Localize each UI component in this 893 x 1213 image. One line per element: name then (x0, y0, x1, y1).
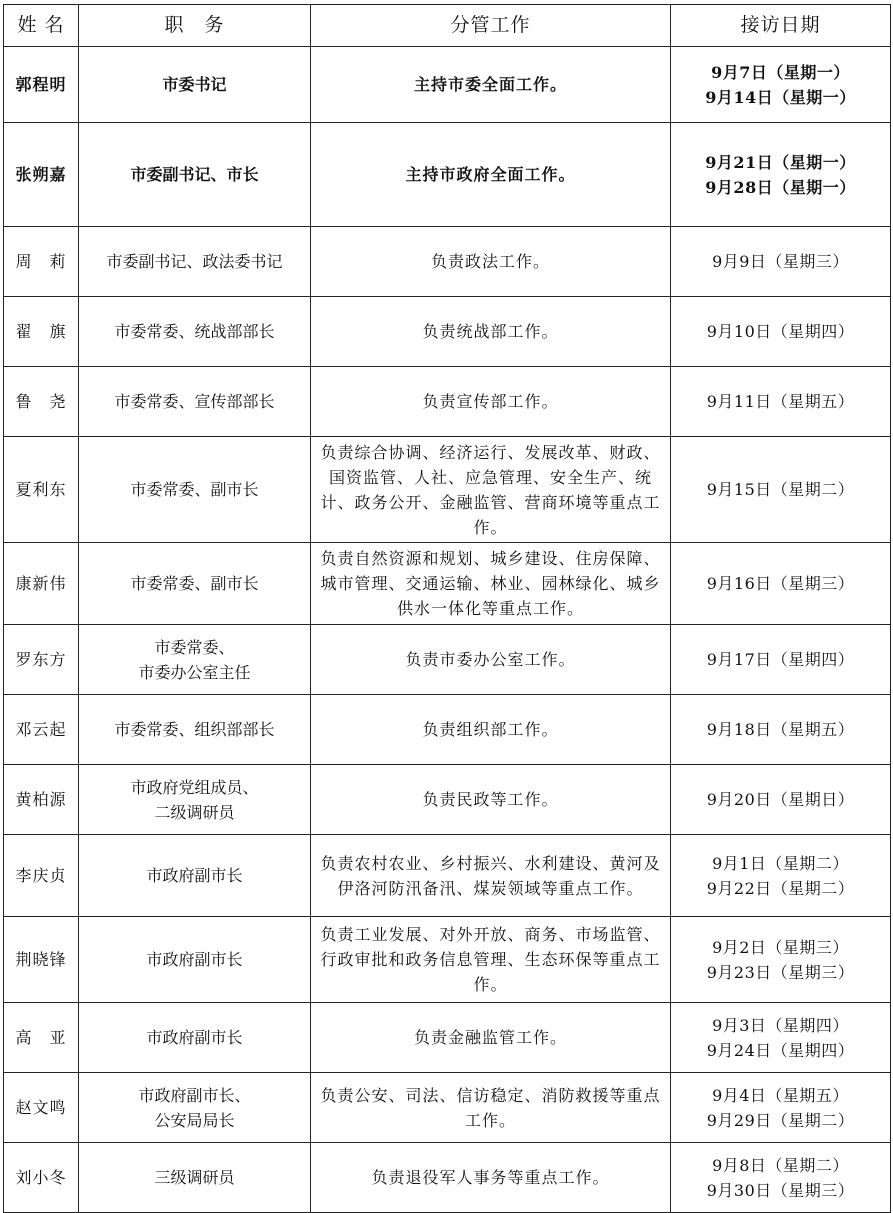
date-line: 9月9日（星期三） (712, 252, 849, 271)
cell-position (79, 1143, 311, 1213)
cell-position (79, 625, 311, 695)
reception-schedule-table (3, 4, 891, 1213)
date-line: 9月3日（星期四） (712, 1015, 849, 1035)
table-body (4, 47, 891, 1213)
cell-position (79, 367, 311, 437)
position-line: 市委常委、副市长 (130, 480, 259, 499)
date-line: 9月22日（星期二） (706, 878, 855, 898)
cell-date (671, 367, 891, 437)
table-row (4, 765, 891, 835)
cell-position (79, 47, 311, 123)
cell-duty: 负责金融监管工作。 (311, 1003, 671, 1073)
date-line: 9月29日（星期二） (706, 1110, 855, 1130)
cell-position (79, 1003, 311, 1073)
cell-name: 翟 旗 (4, 297, 79, 367)
cell-date (671, 297, 891, 367)
date-line: 9月11日（星期五） (706, 392, 855, 411)
position-line: 市委常委、组织部部长 (114, 720, 275, 739)
cell-position (79, 297, 311, 367)
cell-date (671, 917, 891, 1003)
position-line: 市委常委、统战部部长 (114, 322, 275, 341)
date-line: 9月16日（星期三） (706, 574, 855, 593)
table-row (4, 835, 891, 917)
table-row (4, 47, 891, 123)
date-line: 9月8日（星期二） (712, 1155, 849, 1175)
table-row (4, 695, 891, 765)
position-line: 市委书记 (162, 75, 227, 94)
cell-date (671, 543, 891, 625)
cell-position (79, 765, 311, 835)
position-line: 市委副书记、政法委书记 (106, 252, 283, 271)
cell-duty: 主持市委全面工作。 (311, 47, 671, 123)
date-line: 9月1日（星期二） (712, 853, 849, 873)
cell-duty: 负责政法工作。 (311, 227, 671, 297)
header-duty: 分管工作 (311, 5, 671, 47)
header-date: 接访日期 (671, 5, 891, 47)
position-line: 市政府副市长 (146, 950, 243, 969)
cell-name: 李庆贞 (4, 835, 79, 917)
cell-duty: 负责市委办公室工作。 (311, 625, 671, 695)
date-line: 9月10日（星期四） (706, 322, 855, 341)
date-line: 9月14日（星期一） (705, 87, 856, 107)
position-line: 市政府党组成员、 (130, 777, 259, 797)
date-line: 9月20日（星期日） (706, 790, 855, 809)
table-row (4, 297, 891, 367)
cell-position (79, 835, 311, 917)
cell-position (79, 543, 311, 625)
date-line: 9月28日（星期一） (705, 177, 856, 197)
cell-date (671, 227, 891, 297)
cell-duty: 负责公安、司法、信访稳定、消防救援等重点工作。 (311, 1073, 671, 1143)
date-line: 9月15日（星期二） (706, 480, 855, 499)
cell-name: 夏利东 (4, 437, 79, 543)
position-line: 市委常委、 (154, 637, 235, 657)
cell-duty: 负责统战部工作。 (311, 297, 671, 367)
header-name: 姓 名 (4, 5, 79, 47)
cell-duty: 负责综合协调、经济运行、发展改革、财政、国资监管、人社、应急管理、安全生产、统计、政务公开、金融监管、营商环境等重点工作。 (311, 437, 671, 543)
cell-position (79, 123, 311, 227)
cell-position (79, 917, 311, 1003)
position-line: 市委常委、副市长 (130, 574, 259, 593)
header-position: 职 务 (79, 5, 311, 47)
table-row (4, 367, 891, 437)
position-line: 市政府副市长、 (138, 1085, 251, 1105)
table-row (4, 917, 891, 1003)
position-line: 二级调研员 (154, 802, 235, 822)
cell-name: 郭程明 (4, 47, 79, 123)
date-line: 9月18日（星期五） (706, 720, 855, 739)
cell-name: 刘小冬 (4, 1143, 79, 1213)
date-line: 9月23日（星期三） (706, 962, 855, 982)
date-line: 9月30日（星期三） (706, 1180, 855, 1200)
cell-duty: 负责农村农业、乡村振兴、水利建设、黄河及伊洛河防汛备汛、煤炭领域等重点工作。 (311, 835, 671, 917)
cell-date (671, 47, 891, 123)
position-line: 公安局局长 (154, 1110, 235, 1130)
cell-date (671, 695, 891, 765)
date-line: 9月17日（星期四） (706, 650, 855, 669)
cell-duty: 负责退役军人事务等重点工作。 (311, 1143, 671, 1213)
table-row (4, 437, 891, 543)
date-line: 9月2日（星期三） (712, 937, 849, 957)
table-row (4, 123, 891, 227)
position-line: 市委常委、宣传部部长 (114, 392, 275, 411)
position-line: 三级调研员 (154, 1168, 235, 1187)
cell-name: 荆晓锋 (4, 917, 79, 1003)
table-row (4, 227, 891, 297)
cell-name: 张朔嘉 (4, 123, 79, 227)
cell-duty: 负责组织部工作。 (311, 695, 671, 765)
cell-duty: 负责宣传部工作。 (311, 367, 671, 437)
table-row (4, 1003, 891, 1073)
cell-name: 周 莉 (4, 227, 79, 297)
header-row (4, 5, 891, 47)
position-line: 市政府副市长 (146, 866, 243, 885)
table-row (4, 543, 891, 625)
position-line: 市委办公室主任 (138, 662, 251, 682)
cell-duty: 主持市政府全面工作。 (311, 123, 671, 227)
position-line: 市委副书记、市长 (130, 165, 259, 184)
cell-name: 邓云起 (4, 695, 79, 765)
position-line: 市政府副市长 (146, 1028, 243, 1047)
date-line: 9月4日（星期五） (712, 1085, 849, 1105)
cell-date (671, 1073, 891, 1143)
cell-date (671, 765, 891, 835)
table-row (4, 1143, 891, 1213)
cell-position (79, 227, 311, 297)
cell-date (671, 625, 891, 695)
cell-position (79, 695, 311, 765)
cell-duty: 负责自然资源和规划、城乡建设、住房保障、城市管理、交通运输、林业、园林绿化、城乡供水一体化等重点工作。 (311, 543, 671, 625)
cell-name: 康新伟 (4, 543, 79, 625)
cell-date (671, 1003, 891, 1073)
cell-name: 黄柏源 (4, 765, 79, 835)
cell-name: 赵文鸣 (4, 1073, 79, 1143)
cell-duty: 负责工业发展、对外开放、商务、市场监管、行政审批和政务信息管理、生态环保等重点工作。 (311, 917, 671, 1003)
date-line: 9月24日（星期四） (706, 1040, 855, 1060)
cell-date (671, 1143, 891, 1213)
cell-name: 高 亚 (4, 1003, 79, 1073)
date-line: 9月21日（星期一） (705, 152, 856, 172)
cell-date (671, 123, 891, 227)
cell-date (671, 437, 891, 543)
date-line: 9月7日（星期一） (711, 62, 850, 82)
table-row (4, 625, 891, 695)
cell-position (79, 437, 311, 543)
cell-name: 鲁 尧 (4, 367, 79, 437)
table-row (4, 1073, 891, 1143)
cell-duty: 负责民政等工作。 (311, 765, 671, 835)
cell-name: 罗东方 (4, 625, 79, 695)
cell-position (79, 1073, 311, 1143)
cell-date (671, 835, 891, 917)
